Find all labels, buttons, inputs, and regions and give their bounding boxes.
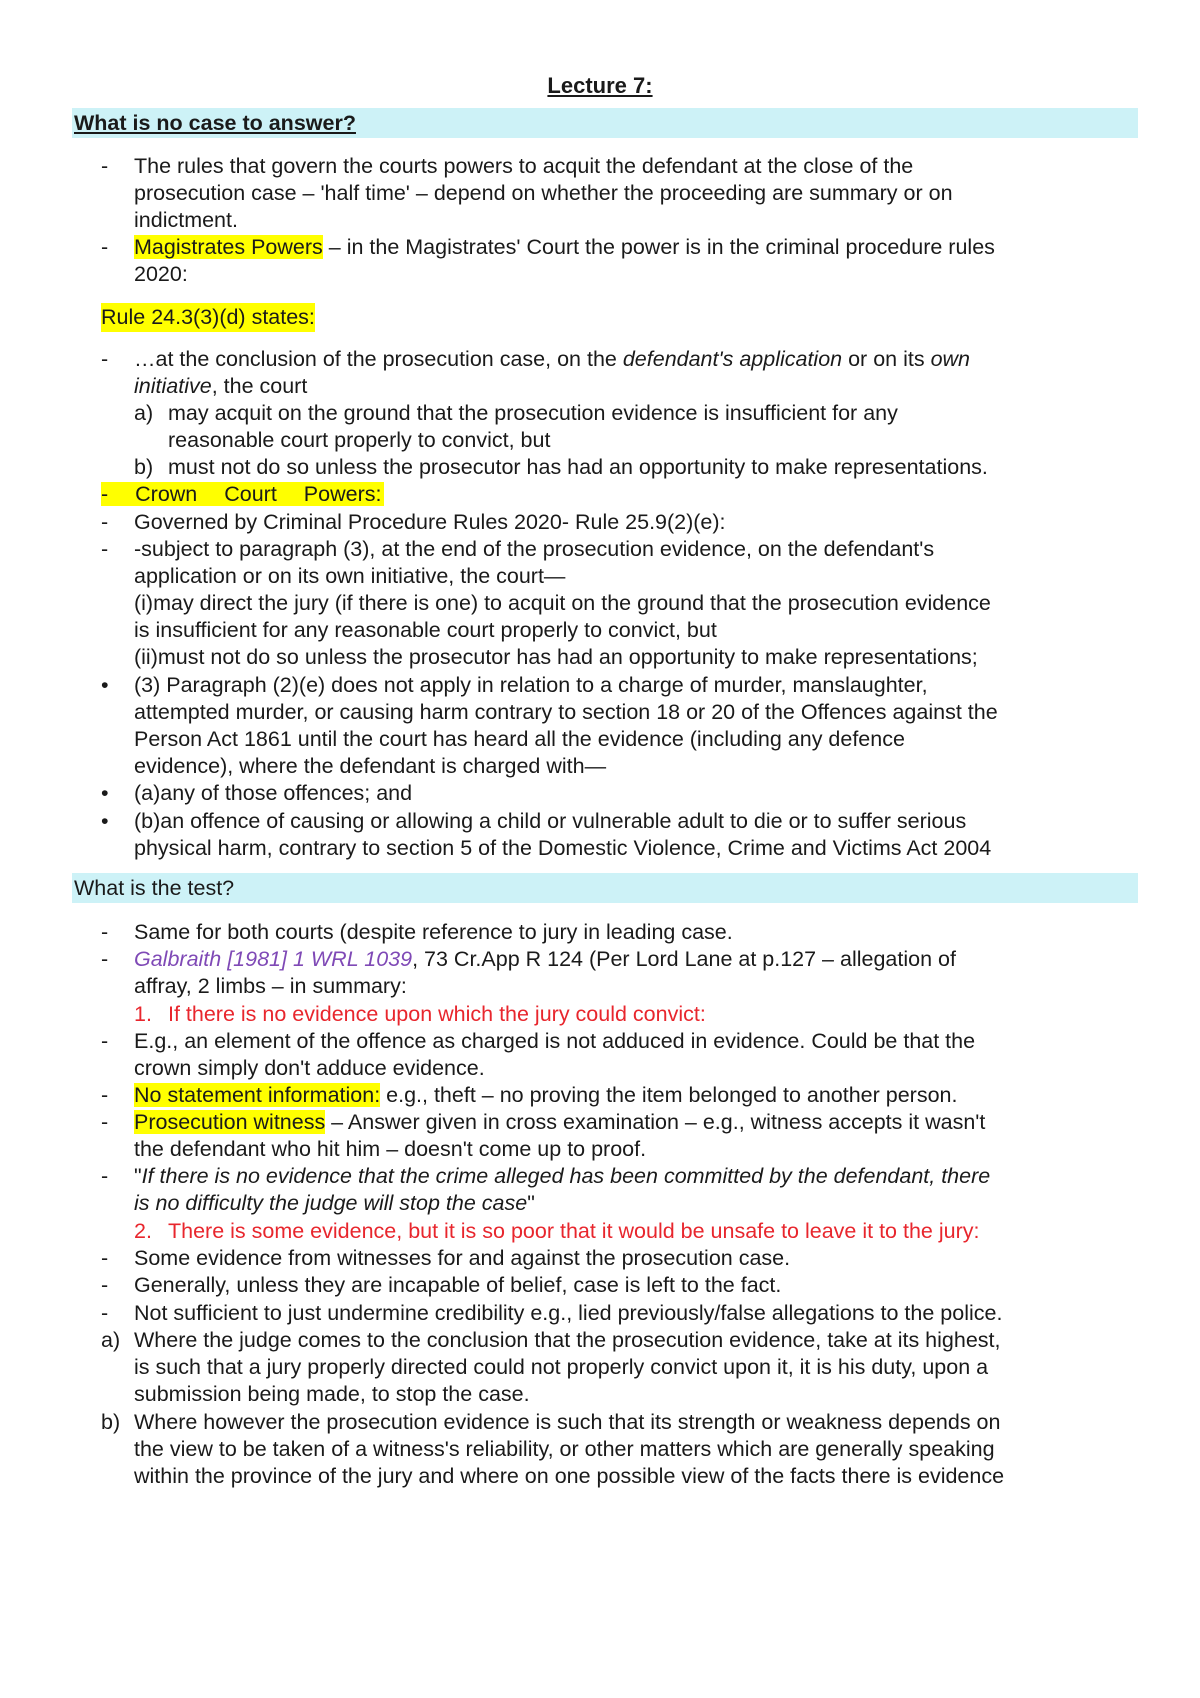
heading-text: What is no case to answer? <box>74 111 356 135</box>
limb-heading: There is some evidence, but it is so poor that it would be unsafe to leave it to the jury: <box>168 1219 980 1243</box>
rule-heading: Rule 24.3(3)(d) states: <box>101 303 315 332</box>
dash-marker: - <box>101 235 109 259</box>
text-line: submission being made, to stop the case. <box>134 1382 530 1406</box>
dash-marker: - <box>101 537 109 561</box>
text-line: (ii)must not do so unless the prosecutor has had an opportunity to make representations; <box>134 645 978 669</box>
text-line: initiative, the court <box>134 374 308 398</box>
dash-marker: - <box>101 1246 109 1270</box>
text-line: is such that a jury properly directed could not properly convict upon it, it is his duty, upon a <box>134 1355 989 1379</box>
dash-marker: - <box>101 510 109 534</box>
text-line: Some evidence from witnesses for and against the prosecution case. <box>134 1246 791 1270</box>
highlighted-term: No statement information: <box>134 1083 381 1107</box>
section-heading-test <box>72 873 1138 903</box>
case-citation: Galbraith [1981] 1 WRL 1039 <box>134 947 413 971</box>
text-line: (b)an offence of causing or allowing a child or vulnerable adult to die or to suffer serious <box>134 809 967 833</box>
text-line: (i)may direct the jury (if there is one) to acquit on the ground that the prosecution evidence <box>134 591 991 615</box>
dash-marker: - <box>101 1029 109 1053</box>
text-line: Prosecution witness – Answer given in cross examination – e.g., witness accepts it wasn't <box>134 1110 986 1134</box>
text-line: Person Act 1861 until the court has heard all the evidence (including any defence <box>134 727 905 751</box>
text-line: Galbraith [1981] 1 WRL 1039, 73 Cr.App R 124 (Per Lord Lane at p.127 – allegation of <box>134 947 956 971</box>
text-line: affray, 2 limbs – in summary: <box>134 974 407 998</box>
text-line: must not do so unless the prosecutor has had an opportunity to make representations. <box>168 455 988 479</box>
text-line: The rules that govern the courts powers to acquit the defendant at the close of the <box>134 154 914 178</box>
text-line: is insufficient for any reasonable court properly to convict, but <box>134 618 717 642</box>
text-line: Magistrates Powers – in the Magistrates' Court the power is in the criminal procedure rules <box>134 235 995 259</box>
text-line: evidence), where the defendant is charged with— <box>134 754 607 778</box>
page-title: Lecture 7: <box>547 73 653 98</box>
list-marker: b) <box>101 1410 121 1434</box>
limb-number: 2. <box>134 1219 152 1243</box>
text-line: Governed by Criminal Procedure Rules 2020- Rule 25.9(2)(e): <box>134 510 726 534</box>
list-marker: a) <box>134 401 154 425</box>
text-line: attempted murder, or causing harm contrary to section 18 or 20 of the Offences against the <box>134 700 998 724</box>
text-line: prosecution case – 'half time' – depend on whether the proceeding are summary or on <box>134 181 953 205</box>
text-line: E.g., an element of the offence as charged is not adduced in evidence. Could be that the <box>134 1029 976 1053</box>
dash-marker: - <box>101 1083 109 1107</box>
text-line: …at the conclusion of the prosecution case, on the defendant's application or on its own <box>134 347 971 371</box>
limb-number: 1. <box>134 1002 152 1026</box>
text-line: -subject to paragraph (3), at the end of the prosecution evidence, on the defendant's <box>134 537 935 561</box>
text-line: Same for both courts (despite reference to jury in leading case. <box>134 920 733 944</box>
text-line: physical harm, contrary to section 5 of the Domestic Violence, Crime and Victims Act 2004 <box>134 836 992 860</box>
dash-marker: - <box>101 947 109 971</box>
text-line: Generally, unless they are incapable of belief, case is left to the fact. <box>134 1273 782 1297</box>
dash-marker: - <box>101 154 109 178</box>
bullet-marker: • <box>101 781 109 805</box>
text-line: the view to be taken of a witness's reliability, or other matters which are generally speaking <box>134 1437 995 1461</box>
text-line: indictment. <box>134 208 238 232</box>
text-line: (3) Paragraph (2)(e) does not apply in relation to a charge of murder, manslaughter, <box>134 673 928 697</box>
section-heading-no-case <box>72 108 1138 138</box>
quote-line: is no difficulty the judge will stop the case" <box>134 1191 535 1215</box>
heading-text: What is the test? <box>74 876 235 900</box>
text-line: may acquit on the ground that the prosecution evidence is insufficient for any <box>168 401 898 425</box>
highlighted-term: Magistrates Powers <box>134 235 323 259</box>
text-line: crown simply don't adduce evidence. <box>134 1056 485 1080</box>
dash-marker: - <box>101 1273 109 1297</box>
limb-heading: If there is no evidence upon which the jury could convict: <box>168 1002 706 1026</box>
dash-marker: - <box>101 1301 109 1325</box>
text-line: Where the judge comes to the conclusion that the prosecution evidence, take at its highest, <box>134 1328 1001 1352</box>
dash-marker: - <box>101 1164 109 1188</box>
text-line: the defendant who hit him – doesn't come up to proof. <box>134 1137 647 1161</box>
quote-line: "If there is no evidence that the crime alleged has been committed by the defendant, there <box>134 1164 991 1188</box>
bullet-marker: • <box>101 809 109 833</box>
text-line: No statement information: e.g., theft – no proving the item belonged to another person. <box>134 1083 958 1107</box>
text-line: Not sufficient to just undermine credibility e.g., lied previously/false allegations to the police. <box>134 1301 1003 1325</box>
text-line: (a)any of those offences; and <box>134 781 413 805</box>
text-line: within the province of the jury and where on one possible view of the facts there is evidence <box>134 1464 1005 1488</box>
list-marker: a) <box>101 1328 121 1352</box>
text-line: reasonable court properly to convict, but <box>168 428 551 452</box>
highlighted-term: Prosecution witness <box>134 1110 326 1134</box>
highlighted-subheading: - Crown Court Powers: <box>101 480 384 509</box>
text-line: application or on its own initiative, the court— <box>134 564 566 588</box>
text-line: Where however the prosecution evidence is such that its strength or weakness depends on <box>134 1410 1001 1434</box>
list-marker: b) <box>134 455 154 479</box>
text-line: 2020: <box>134 262 188 286</box>
dash-marker: - <box>101 1110 109 1134</box>
dash-marker: - <box>101 920 109 944</box>
bullet-marker: • <box>101 673 109 697</box>
dash-marker: - <box>101 347 109 371</box>
